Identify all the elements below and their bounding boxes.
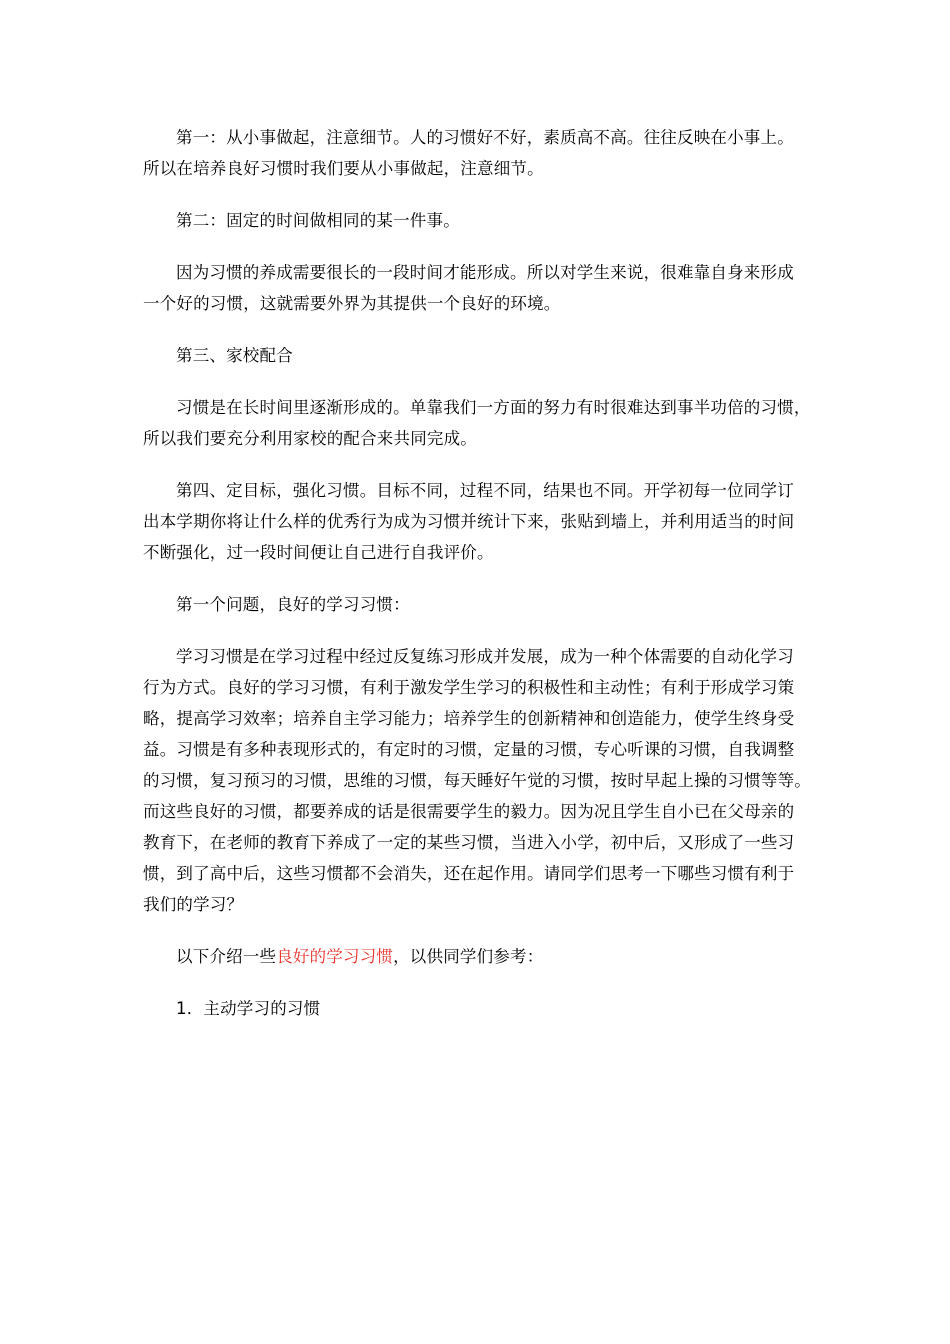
paragraph-line: 因为习惯的养成需要很长的一段时间才能形成。所以对学生来说，很难靠自身来形成	[176, 263, 794, 282]
paragraph-line: 而这些良好的习惯，都要养成的话是很需要学生的毅力。因为况且学生自小已在父母亲的	[143, 802, 795, 821]
paragraph-line: 不断强化，过一段时间便让自己进行自我评价。	[143, 543, 494, 562]
paragraph-line: 惯，到了高中后，这些习惯都不会消失，还在起作用。请同学们思考一下哪些习惯有利于	[143, 864, 795, 883]
paragraph-line: 第一个问题，良好的学习习惯：	[176, 595, 410, 614]
paragraph-line: 教育下，在老师的教育下养成了一定的某些习惯，当进入小学，初中后，又形成了一些习	[143, 833, 795, 852]
paragraph-line: 出本学期你将让什么样的优秀行为成为习惯并统计下来，张贴到墙上，并利用适当的时间	[143, 512, 795, 531]
paragraph-line: 我们的学习？	[143, 895, 244, 914]
paragraph-line: 一个好的习惯，这就需要外界为其提供一个良好的环境。	[143, 294, 561, 313]
list-item-label: 1．主动学习的习惯	[176, 999, 321, 1018]
paragraph-line: 学习习惯是在学习过程中经过反复练习形成并发展，成为一种个体需要的自动化学习	[176, 647, 794, 666]
paragraph-line: 第一：从小事做起，注意细节。人的习惯好不好，素质高不高。往往反映在小事上。	[176, 128, 794, 147]
document-page	[143, 122, 815, 1045]
paragraph-4	[143, 340, 815, 371]
paragraph-line: 的习惯，复习预习的习惯，思维的习惯，每天睡好午觉的习惯，按时早起上操的习惯等等。	[143, 771, 811, 790]
paragraph-3	[143, 257, 815, 319]
paragraph-line: 略，提高学习效率；培养自主学习能力；培养学生的创新精神和创造能力，使学生终身受	[143, 709, 795, 728]
paragraph-8	[143, 641, 815, 920]
intro-highlight-link[interactable]: 良好的学习习惯	[276, 947, 394, 966]
paragraph-5	[143, 392, 815, 454]
paragraph-line: 所以我们要充分利用家校的配合来共同完成。	[143, 429, 477, 448]
paragraph-line: 益。习惯是有多种表现形式的，有定时的习惯，定量的习惯，专心听课的习惯，自我调整	[143, 740, 795, 759]
paragraph-1	[143, 122, 815, 184]
intro-paragraph	[143, 941, 815, 972]
paragraph-line: 第二：固定的时间做相同的某一件事。	[176, 211, 460, 230]
list-item-1	[143, 993, 815, 1024]
paragraph-line: 习惯是在长时间里逐渐形成的。单靠我们一方面的努力有时很难达到事半功倍的习惯，	[176, 398, 811, 417]
intro-text-after: ，以供同学们参考：	[393, 947, 544, 966]
paragraph-6	[143, 475, 815, 568]
paragraph-line: 行为方式。良好的学习习惯，有利于激发学生学习的积极性和主动性；有利于形成学习策	[143, 678, 795, 697]
paragraph-7	[143, 589, 815, 620]
paragraph-2	[143, 205, 815, 236]
intro-text-before: 以下介绍一些	[176, 947, 277, 966]
paragraph-line: 第四、定目标，强化习惯。目标不同，过程不同，结果也不同。开学初每一位同学订	[176, 481, 794, 500]
paragraph-line: 所以在培养良好习惯时我们要从小事做起，注意细节。	[143, 159, 544, 178]
paragraph-line: 第三、家校配合	[176, 346, 293, 365]
